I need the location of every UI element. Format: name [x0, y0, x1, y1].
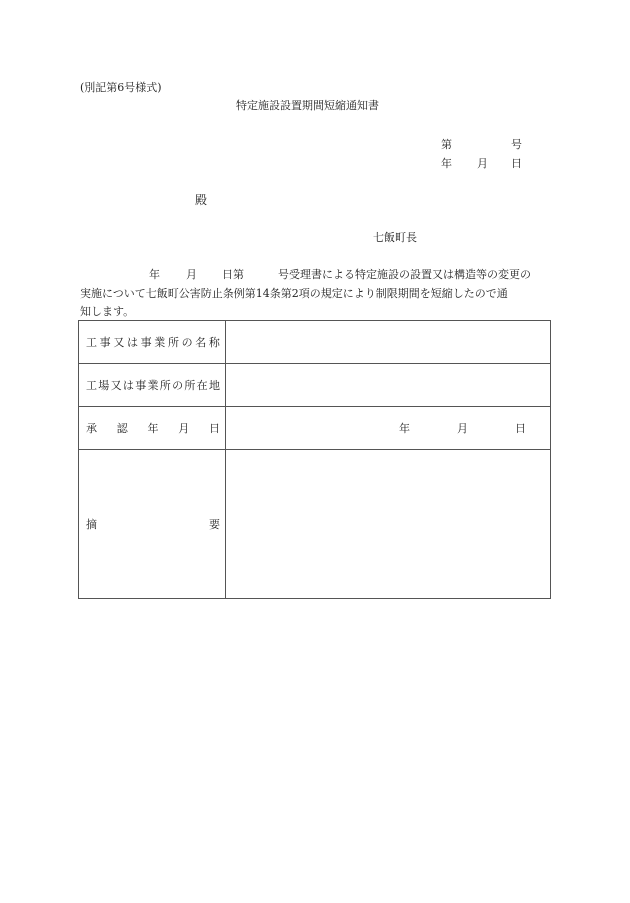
label-char: 要	[209, 518, 220, 531]
approval-day: 日	[515, 422, 526, 435]
remarks-field[interactable]	[226, 450, 551, 599]
sender: 七飯町長	[373, 231, 417, 244]
label-char: 承	[86, 422, 97, 435]
label-char: 場	[98, 379, 110, 392]
body-line3: 知します。	[80, 305, 135, 318]
business-name-label	[79, 321, 226, 364]
label-char: 認	[116, 422, 128, 435]
label-char: 工	[86, 379, 97, 392]
approval-month: 月	[457, 422, 468, 435]
table-row	[79, 450, 551, 599]
approval-date-field[interactable]	[226, 407, 551, 450]
table-row	[79, 321, 551, 364]
label-char: 地	[208, 379, 220, 392]
date-day: 日	[511, 157, 522, 170]
label-char: 日	[209, 422, 220, 435]
body-day-dai: 日第	[222, 268, 244, 281]
label-char: 名	[195, 336, 207, 349]
label-char: 所	[184, 379, 196, 392]
label-char: 業	[154, 336, 166, 349]
label-char: 月	[178, 422, 190, 435]
label-char: 摘	[86, 518, 97, 531]
label-char: 工	[86, 336, 97, 349]
label-char: 業	[147, 379, 159, 392]
label-char: 所	[167, 336, 179, 349]
label-char: は	[122, 379, 134, 392]
form-number-label: (別記第6号様式)	[80, 81, 162, 94]
label-char: 事	[140, 336, 152, 349]
business-name-field[interactable]	[226, 321, 551, 364]
addressee: 殿	[195, 193, 208, 207]
label-char: 又	[113, 336, 125, 349]
notification-form-table	[78, 320, 551, 599]
approval-year: 年	[399, 422, 410, 435]
approval-date-label	[79, 407, 226, 450]
label-char: 所	[159, 379, 171, 392]
business-address-label	[79, 364, 226, 407]
date-year: 年	[441, 157, 452, 170]
number-dai: 第	[441, 138, 452, 151]
business-address-field[interactable]	[226, 364, 551, 407]
body-line2: 実施について七飯町公害防止条例第14条第2項の規定により制限期間を短縮したので通	[80, 287, 508, 300]
label-char: 称	[208, 336, 220, 349]
label-char: 又	[110, 379, 122, 392]
body-year: 年	[149, 268, 160, 281]
table-row	[79, 407, 551, 450]
label-char: の	[181, 336, 193, 349]
table-row	[79, 364, 551, 407]
remarks-label	[79, 450, 226, 599]
body-month: 月	[186, 268, 197, 281]
date-month: 月	[477, 157, 488, 170]
label-char: 事	[135, 379, 147, 392]
document-title: 特定施設設置期間短縮通知書	[236, 99, 379, 112]
body-line1-rest: 号受理書による特定施設の設置又は構造等の変更の	[278, 268, 531, 281]
label-char: は	[126, 336, 138, 349]
label-char: 年	[147, 422, 159, 435]
label-char: の	[172, 379, 184, 392]
number-gou: 号	[511, 138, 522, 151]
label-char: 在	[196, 379, 208, 392]
label-char: 事	[99, 336, 111, 349]
